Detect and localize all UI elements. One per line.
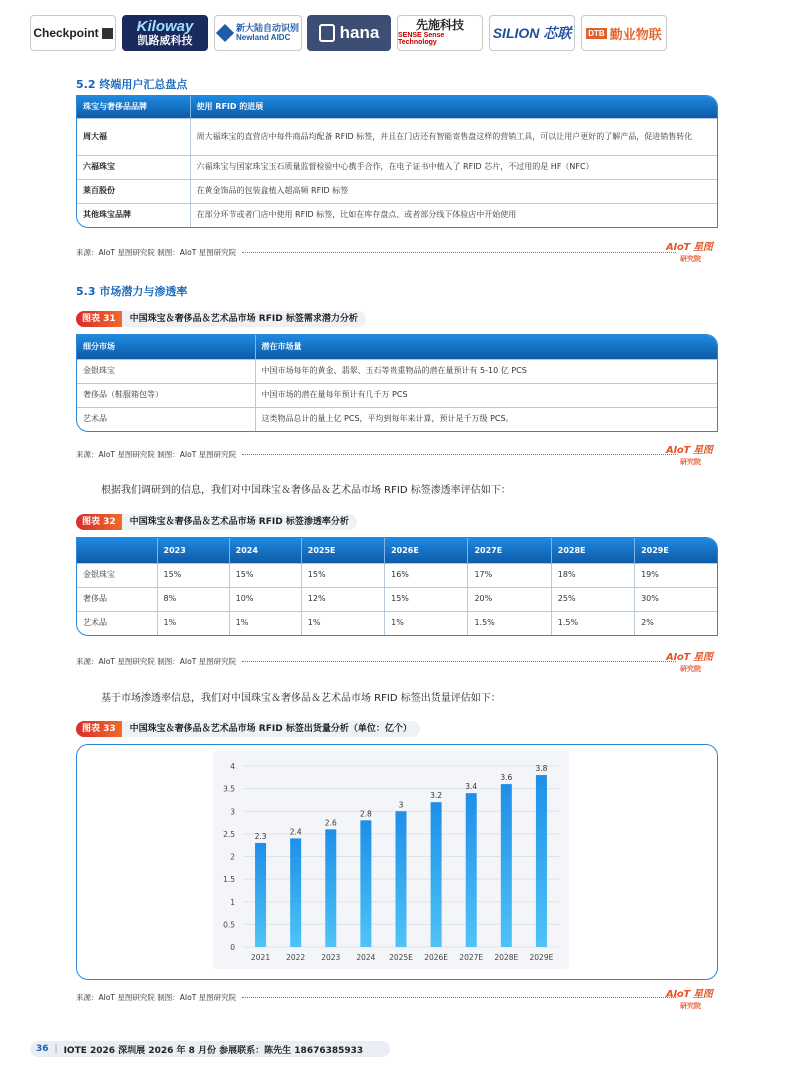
- x-tick-label: 2029E: [529, 953, 554, 962]
- source-line: [76, 656, 676, 667]
- shipment-bar-chart: [213, 751, 569, 969]
- table-header: 细分市场: [77, 335, 255, 359]
- table-cell: 25%: [551, 587, 634, 611]
- table-cell: 20%: [468, 587, 551, 611]
- paragraph-penetration: 根据我们调研到的信息，我们对中国珠宝＆奢侈品＆艺术品市场 RFID 标签渗透率评估如下：: [101, 485, 511, 496]
- y-tick-label: 0: [230, 943, 235, 952]
- x-tick-label: 2024: [356, 953, 376, 962]
- y-tick-label: 2: [230, 852, 235, 862]
- checkpoint-logo: Checkpoint: [30, 15, 116, 51]
- table-cell: 1%: [229, 611, 301, 635]
- x-tick-label: 2026E: [424, 953, 449, 962]
- x-tick-label: 2023: [321, 953, 341, 962]
- source-text: 来源：AIoT 星图研究院 制图：AIoT 星图研究院: [76, 993, 237, 1002]
- table-cell: 1.5%: [551, 611, 634, 635]
- table-row: [77, 611, 717, 635]
- table-header: 2029E: [635, 538, 717, 563]
- table-cell: 16%: [385, 563, 468, 587]
- figure-caption: 中国珠宝＆奢侈品＆艺术品市场 RFID 标签需求潜力分析: [122, 311, 366, 327]
- source-line: [76, 449, 676, 460]
- table-cell: 19%: [635, 563, 717, 587]
- y-tick-label: 1.5: [223, 875, 235, 885]
- table-cell: 1%: [301, 611, 384, 635]
- table-cell: 在黄金饰品的包装盒植入超高频 RFID 标签: [190, 179, 717, 203]
- dtb-logo: DTB 勤业物联: [581, 15, 667, 51]
- x-tick-label: 2021: [251, 953, 271, 962]
- y-tick-label: 3.5: [223, 784, 235, 794]
- table-cell: 中国市场每年的黄金、翡翠、玉石等贵重物品的潜在量预计有 5-10 亿 PCS: [255, 359, 717, 383]
- y-tick-label: 0.5: [223, 920, 235, 930]
- table-header: 2025E: [301, 538, 384, 563]
- section-title-5-2: 5.2 终端用户汇总盘点: [76, 78, 188, 91]
- table-cell: 1.5%: [468, 611, 551, 635]
- aiot-brand-mark: AIoT 星图 研究院: [666, 652, 713, 673]
- bar: [360, 820, 371, 947]
- table-row: [77, 587, 717, 611]
- table-cell: 18%: [551, 563, 634, 587]
- x-tick-label: 2027E: [459, 953, 484, 962]
- market-potential-table: [76, 334, 718, 432]
- partner-logo-bar: [30, 15, 770, 53]
- table-row: [77, 179, 717, 203]
- table-cell: 在部分环节或者门店中使用 RFID 标签，比如在库存盘点、或者部分线下体验店中开始使用: [190, 203, 717, 227]
- x-tick-label: 2025E: [389, 953, 413, 962]
- source-line: [76, 247, 676, 258]
- bar: [501, 784, 512, 947]
- footer-text: IOTE 2026 深圳展 2026 年 8 月份 参展联系：陈先生 18676385933: [63, 1045, 364, 1056]
- table-cell: 30%: [635, 587, 717, 611]
- brand-rfid-table: [76, 95, 718, 228]
- table-cell: 中国市场的潜在量每年预计有几千万 PCS: [255, 383, 717, 407]
- table-cell: 艺术品: [77, 407, 255, 431]
- bar: [466, 793, 477, 947]
- figure-tag: 图表 32: [76, 514, 122, 530]
- data-label: 3.4: [465, 782, 478, 792]
- table-cell: 17%: [468, 563, 551, 587]
- bar: [255, 843, 266, 947]
- data-label: 2.3: [254, 831, 267, 841]
- data-label: 3.2: [430, 791, 443, 801]
- table-row: [77, 563, 717, 587]
- table-cell: 莱百股份: [77, 179, 190, 203]
- table-cell: 周大福: [77, 118, 190, 155]
- table-header: 潜在市场量: [255, 335, 717, 359]
- figure-31-label: [76, 311, 366, 327]
- bar: [431, 802, 442, 947]
- table-cell: 15%: [385, 587, 468, 611]
- y-tick-label: 4: [230, 762, 235, 771]
- penetration-rate-table: [76, 537, 718, 636]
- table-cell: 10%: [229, 587, 301, 611]
- table-header: 2028E: [551, 538, 634, 563]
- table-cell: 艺术品: [77, 611, 157, 635]
- y-tick-label: 2.5: [223, 829, 235, 839]
- hana-logo: hana: [307, 15, 391, 51]
- source-text: 来源：AIoT 星图研究院 制图：AIoT 星图研究院: [76, 657, 237, 666]
- table-header: 2026E: [385, 538, 468, 563]
- y-tick-label: 3: [230, 807, 235, 817]
- aiot-brand-mark: AIoT 星图 研究院: [666, 989, 713, 1010]
- table-cell: 1%: [157, 611, 229, 635]
- x-tick-label: 2028E: [494, 953, 519, 962]
- data-label: 3: [398, 800, 404, 810]
- table-row: [77, 203, 717, 227]
- data-label: 3.6: [500, 773, 513, 783]
- bar: [536, 775, 547, 947]
- page-number: 36: [36, 1044, 49, 1054]
- table-row: [77, 155, 717, 179]
- table-row: [77, 359, 717, 383]
- bar: [396, 811, 407, 947]
- table-header: [77, 538, 157, 563]
- figure-33-label: [76, 721, 420, 737]
- data-label: 2.8: [359, 809, 372, 819]
- table-cell: 2%: [635, 611, 717, 635]
- table-cell: 奢侈品（鞋服箱包等）: [77, 383, 255, 407]
- y-tick-label: 1: [230, 897, 235, 907]
- aiot-brand-mark: AIoT 星图 研究院: [666, 445, 713, 466]
- table-cell: 六福珠宝与国家珠宝玉石质量监督检验中心携手合作，在电子证书中植入了 RFID 芯片，不过用的是 HF（NFC）: [190, 155, 717, 179]
- figure-tag: 图表 31: [76, 311, 122, 327]
- page-footer: 36 | IOTE 2026 深圳展 2026 年 8 月份 参展联系：陈先生 18676385933: [30, 1041, 390, 1057]
- table-cell: 12%: [301, 587, 384, 611]
- data-label: 2.6: [324, 818, 337, 828]
- source-text: 来源：AIoT 星图研究院 制图：AIoT 星图研究院: [76, 248, 237, 257]
- bar: [325, 829, 336, 947]
- table-cell: 15%: [229, 563, 301, 587]
- section-title-5-3: 5.3 市场潜力与渗透率: [76, 285, 188, 298]
- table-cell: 金银珠宝: [77, 359, 255, 383]
- data-label: 2.4: [289, 827, 302, 837]
- x-tick-label: 2022: [286, 953, 306, 962]
- data-label: 3.8: [535, 764, 548, 774]
- table-cell: 这类物品总计的量上亿 PCS，平均到每年来计算，预计是千万级 PCS。: [255, 407, 717, 431]
- table-cell: 15%: [157, 563, 229, 587]
- table-cell: 15%: [301, 563, 384, 587]
- figure-32-label: [76, 514, 357, 530]
- silion-logo: SILION 芯联: [489, 15, 575, 51]
- table-cell: 1%: [385, 611, 468, 635]
- newland-logo: 新大陆自动识别 Newland AIDC: [214, 15, 302, 51]
- bar: [290, 838, 301, 947]
- table-cell: 周大福珠宝的直营店中每件商品均配备 RFID 标签，并且在门店还有智能寄售盘这样的营销工具，可以让用户更好的了解产品，促进销售转化: [190, 118, 717, 155]
- figure-tag: 图表 33: [76, 721, 122, 737]
- table-cell: 8%: [157, 587, 229, 611]
- table-row: [77, 407, 717, 431]
- paragraph-shipment: 基于市场渗透率信息，我们对中国珠宝＆奢侈品＆艺术品市场 RFID 标签出货量评估如下：: [101, 693, 501, 704]
- table-cell: 奢侈品: [77, 587, 157, 611]
- kiloway-logo: Kiloway 凯路威科技: [122, 15, 208, 51]
- table-header: 2024: [229, 538, 301, 563]
- aiot-brand-mark: AIoT 星图 研究院: [666, 242, 713, 263]
- source-line: [76, 992, 676, 1003]
- table-header: 2023: [157, 538, 229, 563]
- table-cell: 六福珠宝: [77, 155, 190, 179]
- table-header: 2027E: [468, 538, 551, 563]
- source-text: 来源：AIoT 星图研究院 制图：AIoT 星图研究院: [76, 450, 237, 459]
- table-cell: 其他珠宝品牌: [77, 203, 190, 227]
- table-header: 珠宝与奢侈品品牌: [77, 96, 190, 118]
- figure-caption: 中国珠宝＆奢侈品＆艺术品市场 RFID 标签渗透率分析: [122, 514, 357, 530]
- sense-logo: 先施科技 SENSE Sense Technology: [397, 15, 483, 51]
- table-header: 使用 RFID 的进展: [190, 96, 717, 118]
- table-cell: 金银珠宝: [77, 563, 157, 587]
- table-row: [77, 383, 717, 407]
- table-row: [77, 118, 717, 155]
- figure-caption: 中国珠宝＆奢侈品＆艺术品市场 RFID 标签出货量分析（单位：亿个）: [122, 721, 420, 737]
